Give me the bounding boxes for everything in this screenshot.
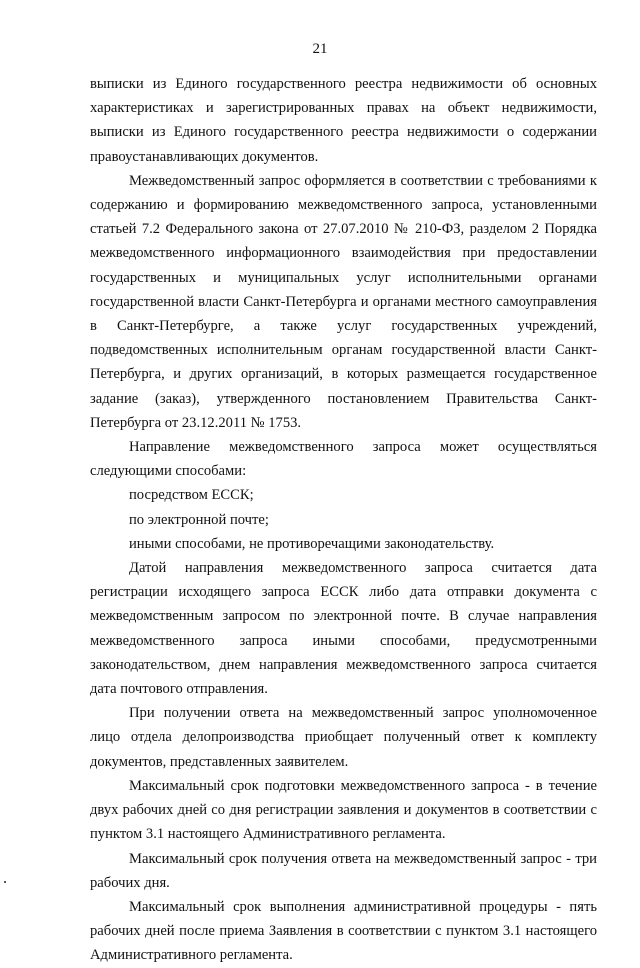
paragraph-max-procedure-time: Максимальный срок выполнения административной процедуры - пять рабочих дней после приема Заявления в соответствии с пунктом 3.1 настоящего Административного регламента. [90, 898, 597, 964]
paragraph-continuation: выписки из Единого государственного реестра недвижимости об основных характеристиках и зарегистрированных правах на объект недвижимости, выписки из Единого государственного реестра недвижимости о содержании правоустанавливающих документов. [90, 76, 597, 165]
paragraph-request-form: Межведомственный запрос оформляется в соответствии с требованиями к содержанию и формированию межведомственного запроса, установленными статьей 7.2 Федерального закона от 27.07.2010 № 210-ФЗ, разделом 2 Порядка межведомственного информационного взаимодействия при предоставлении государственных и муниципальных услуг исполнительными органами государственной власти Санкт-Петербурга и органами местного самоуправления в Санкт-Петербурге, а также услуг государственных учреждений, подведомственных исполнительным органам государственной власти Санкт-Петербурга, и других организаций, в которых размещается государственное задание (заказ), утвержденного постановлением Правительства Санкт-Петербурга от 23.12.2011 № 1753. [90, 172, 597, 431]
scan-dot-mark [4, 881, 6, 883]
document-body [90, 72, 597, 968]
list-item-method-essk: посредством ЕССК; [129, 487, 254, 504]
paragraph-methods: Направление межведомственного запроса может осуществляться следующими способами: [90, 439, 597, 480]
paragraph-max-preparation-time: Максимальный срок подготовки межведомственного запроса - в течение двух рабочих дней со дня регистрации заявления и документов в соответствии с пунктом 3.1 настоящего Административного регламента. [90, 777, 597, 843]
paragraph-response-handling: При получении ответа на межведомственный запрос уполномоченное лицо отдела делопроизводства приобщает полученный ответ к комплекту документов, представленных заявителем. [90, 705, 597, 770]
paragraph-max-answer-time: Максимальный срок получения ответа на межведомственный запрос - три рабочих дня. [90, 850, 597, 891]
list-item-method-other: иными способами, не противоречащими законодательству. [129, 535, 495, 552]
paragraph-request-date: Датой направления межведомственного запроса считается дата регистрации исходящего запроса ЕССК либо дата отправки документа с межведомственным запросом по электронной почте. В случае направления межведомственного запроса иными способами, предусмотренными законодательством, днем направления межведомственного запроса считается дата почтового отправления. [90, 560, 597, 698]
page-number: 21 [312, 41, 328, 57]
list-item-method-email: по электронной почте; [129, 511, 269, 528]
